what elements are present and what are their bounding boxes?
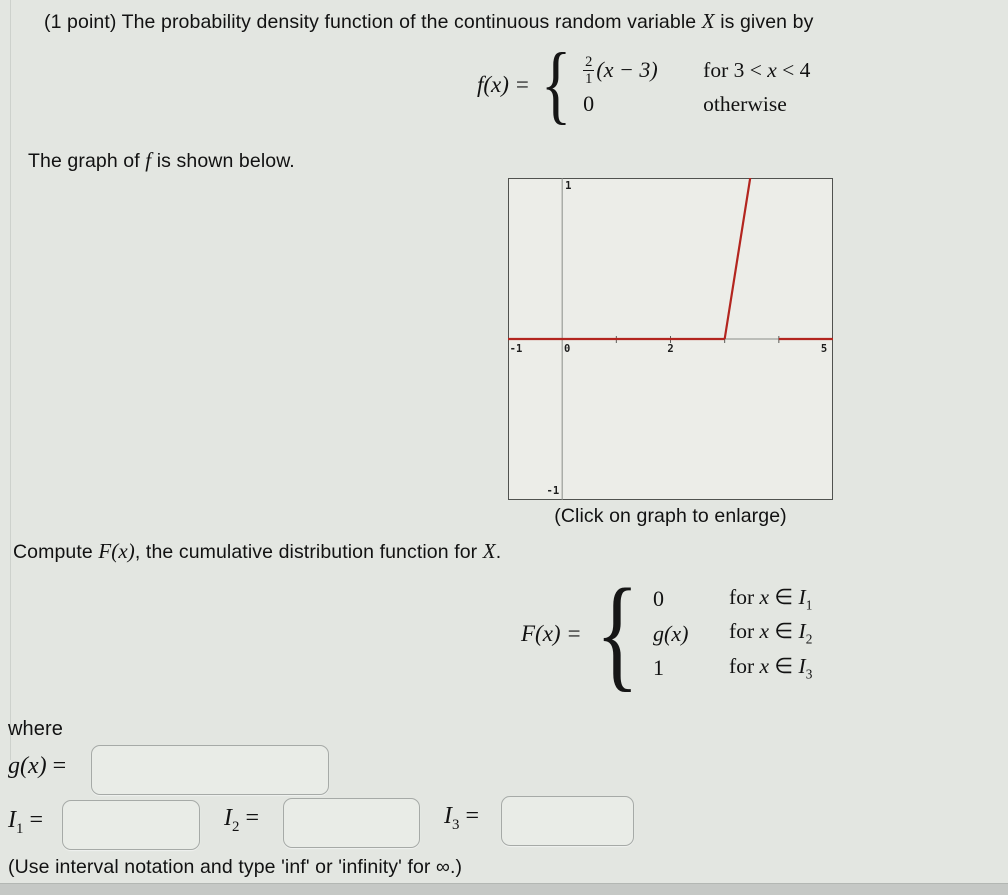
i1-input[interactable] <box>62 800 200 850</box>
i2-base: I <box>224 805 232 831</box>
random-variable-x: X <box>701 9 715 33</box>
r2-sub: 2 <box>805 631 813 647</box>
cdf-piecewise-formula <box>521 564 813 703</box>
pdf-graph-svg[interactable] <box>508 178 833 500</box>
i3-sub: 3 <box>452 816 460 833</box>
r3-in: ∈ <box>769 653 799 678</box>
i2-sub: 2 <box>232 818 240 835</box>
cond1-post: < 4 <box>776 58 811 83</box>
problem-intro-suffix: is given by <box>714 11 814 33</box>
problem-intro-text: (1 point) The probability density function of the continuous random variable <box>44 11 702 33</box>
graph-intro-line <box>28 148 295 173</box>
g-x-input[interactable] <box>91 745 329 795</box>
x-axis-label: 2 <box>667 343 674 355</box>
r1-in: ∈ <box>769 585 799 610</box>
cdf-equals: = <box>567 620 581 646</box>
cond1-pre: for 3 < <box>703 58 768 83</box>
i1-sub: 1 <box>16 820 24 837</box>
g-label <box>8 753 66 780</box>
cdf-lhs: F(x) <box>521 620 561 646</box>
cdf-row2-condition <box>729 619 812 647</box>
x-axis-label: 5 <box>820 343 828 355</box>
x-axis-label: -1 <box>509 343 523 355</box>
i2-label <box>224 805 259 836</box>
compute-Fx: F(x) <box>98 539 135 563</box>
r1-sub: 1 <box>805 597 813 613</box>
cdf-row2-value: g(x) <box>653 620 689 646</box>
i3-input[interactable] <box>501 796 634 846</box>
cdf-row3-condition <box>729 654 812 682</box>
graph-intro-post: is shown below. <box>151 150 295 172</box>
r3-x: x <box>759 653 770 678</box>
page-edge-line <box>10 0 11 760</box>
r3-for: for <box>729 653 760 678</box>
r1-for: for <box>729 585 760 610</box>
pdf-graph[interactable] <box>508 178 833 500</box>
cdf-row3-value: 1 <box>653 654 665 680</box>
pdf-row1-condition <box>703 58 810 83</box>
pdf-expression: (x − 3) <box>596 56 658 82</box>
pdf-equals: = <box>515 72 529 98</box>
pdf-row2-value: 0 <box>583 91 595 117</box>
graph-intro-f: f <box>145 148 152 172</box>
cdf-row1-condition <box>729 585 812 613</box>
compute-p3: , the cumulative distribution function for <box>134 541 483 563</box>
pdf-lhs: f(x) <box>477 72 509 98</box>
r2-for: for <box>729 619 760 644</box>
problem-intro <box>44 9 813 34</box>
r1-x: x <box>759 585 770 610</box>
fraction-numerator: 2 <box>585 53 593 70</box>
left-brace-cdf: { <box>595 564 639 703</box>
i3-base: I <box>444 803 452 829</box>
r3-I: I <box>798 653 806 678</box>
graph-caption: (Click on graph to enlarge) <box>554 505 787 527</box>
i3-eq: = <box>459 803 479 829</box>
i3-label <box>444 803 479 834</box>
pdf-row2-condition: otherwise <box>703 91 787 116</box>
bottom-edge-bar <box>0 883 1008 895</box>
g-label-math: g(x) <box>8 753 47 779</box>
pdf-row1-value <box>583 54 703 88</box>
fraction-denominator: 1 <box>585 71 593 88</box>
r1-I: I <box>798 585 806 610</box>
i2-eq: = <box>239 805 259 831</box>
left-brace: { <box>540 36 572 133</box>
compute-p5: . <box>495 541 502 563</box>
compute-instruction <box>13 539 501 564</box>
g-label-eq: = <box>46 753 67 779</box>
graph-intro-pre: The graph of <box>28 150 146 172</box>
cdf-row1-value: 0 <box>653 586 665 612</box>
r3-sub: 3 <box>805 665 813 681</box>
cond1-var: x <box>767 58 777 83</box>
x-axis-label: 0 <box>564 343 571 355</box>
y-axis-label: -1 <box>546 485 560 497</box>
where-label: where <box>8 718 63 740</box>
i2-input[interactable] <box>283 798 420 848</box>
compute-X: X <box>482 539 496 563</box>
fraction <box>583 54 594 88</box>
i1-eq: = <box>23 807 43 833</box>
interval-notation-note: (Use interval notation and type 'inf' or 'infinity' for ∞.) <box>8 856 463 878</box>
r2-x: x <box>759 619 770 644</box>
y-axis-label: 1 <box>565 180 572 192</box>
pdf-piecewise-formula <box>477 36 811 133</box>
compute-p1: Compute <box>13 541 99 563</box>
r2-I: I <box>798 619 806 644</box>
r2-in: ∈ <box>769 619 799 644</box>
i1-base: I <box>8 807 16 833</box>
i1-label <box>8 807 43 838</box>
